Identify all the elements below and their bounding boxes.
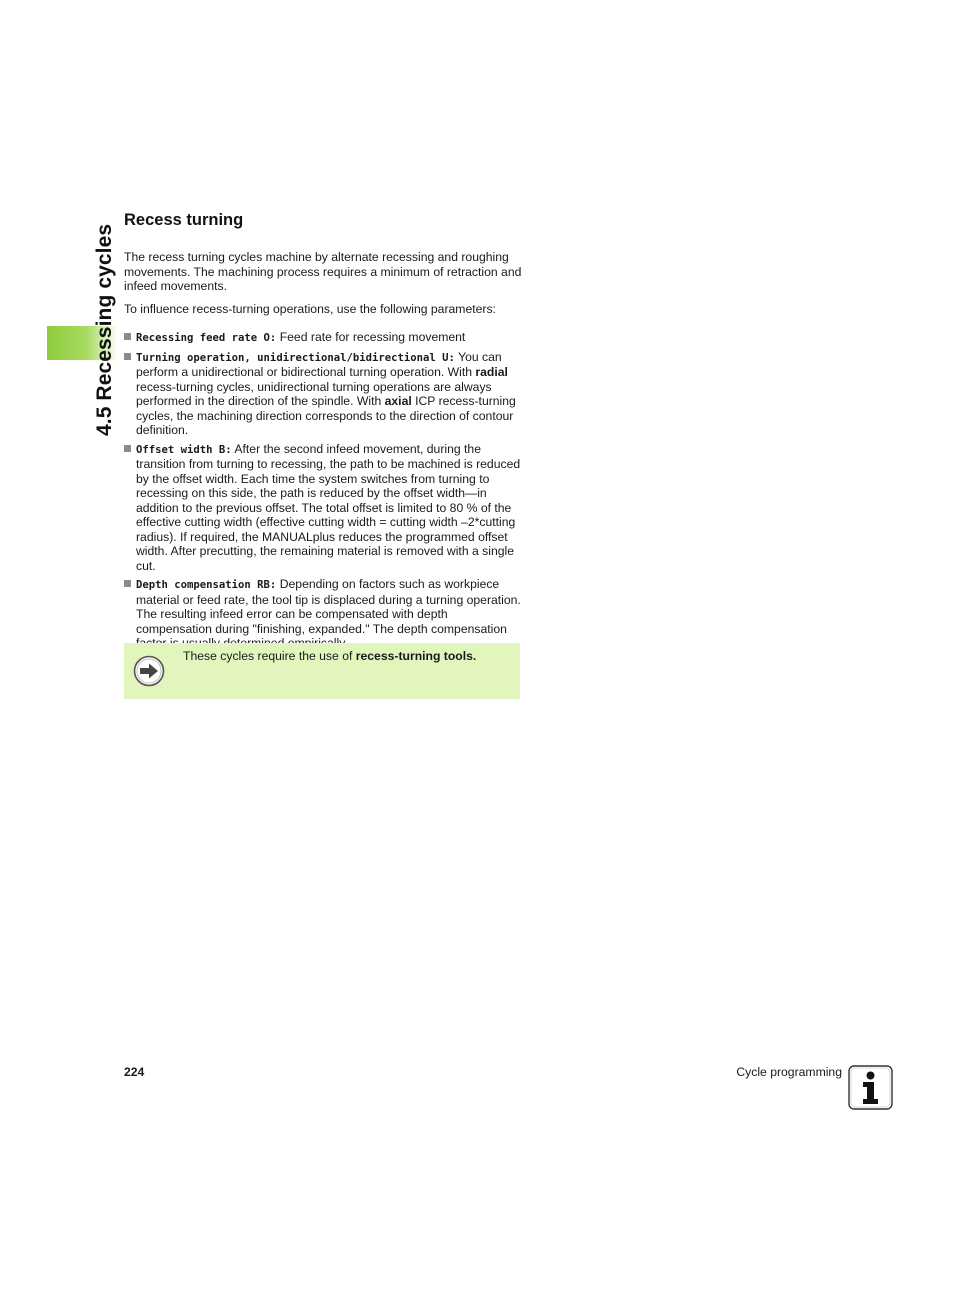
param-code: Offset width B: [136, 443, 232, 456]
note-text [183, 649, 513, 664]
param-code: Depth compensation RB: [136, 579, 277, 591]
chapter-tab-label: 4.5 Recessing cycles [93, 223, 116, 436]
param-description: After the second infeed movement, during the transition from turning to recessing, the path to be machined is reduced by the offset width. Each time the system switches from turning to recessing on this side, the path is reduced by the offset width—in addition to the previous offset. The total offset is limited to 80 % of the effective cutting width (effective cutting width = cutting width –2*cutting radius). If required, the MANUALplus reduces the programmed offset width. After precutting, the remaining material is removed with a single cut. [136, 441, 521, 573]
bullet-square-icon [124, 445, 131, 452]
note-box [124, 643, 520, 699]
list-item [124, 442, 522, 574]
param-description: ICP recess-turning cycles, the machining direction corresponds to the direction of contour definition. [136, 394, 516, 437]
list-item [124, 350, 522, 438]
param-description: Feed rate for recessing movement [276, 330, 466, 344]
param-code: Turning operation, unidirectional/bidirectional U: [136, 351, 455, 364]
influence-paragraph: To influence recess-turning operations, use the following parameters: [124, 301, 496, 316]
arrow-right-icon [133, 655, 165, 687]
param-emphasis: axial [384, 394, 412, 408]
list-item [124, 330, 522, 346]
footer-chapter-title: Cycle programming [736, 1065, 842, 1079]
section-title: Recess turning [124, 211, 244, 229]
info-icon [848, 1065, 893, 1110]
bullet-square-icon [124, 353, 131, 360]
bullet-square-icon [124, 580, 131, 587]
param-code: Recessing feed rate O: [136, 332, 277, 344]
main-content [124, 210, 522, 655]
param-emphasis: radial [475, 365, 508, 379]
list-item [124, 577, 522, 651]
bullet-square-icon [124, 333, 131, 340]
param-description: You can perform a unidirectional or bidirectional turning operation. With [136, 349, 502, 379]
note-bold-text: recess-turning tools. [355, 649, 477, 663]
note-plain-text: These cycles require the use of [183, 649, 356, 663]
page-number: 224 [124, 1065, 145, 1079]
param-description: Depending on factors such as workpiece material or feed rate, the tool tip is displaced during a turning operation. The resulting infeed error can be compensated with depth compensation during "finishing, expanded." The depth compensation [136, 577, 521, 636]
param-description: recess-turning cycles, unidirectional turning operations are always performed in the direction of the spindle. With [136, 379, 492, 408]
intro-paragraph: The recess turning cycles machine by alternate recessing and roughing movements. The machining process requires a minimum of retraction and infeed movements. [124, 250, 522, 293]
parameter-list [124, 330, 522, 651]
